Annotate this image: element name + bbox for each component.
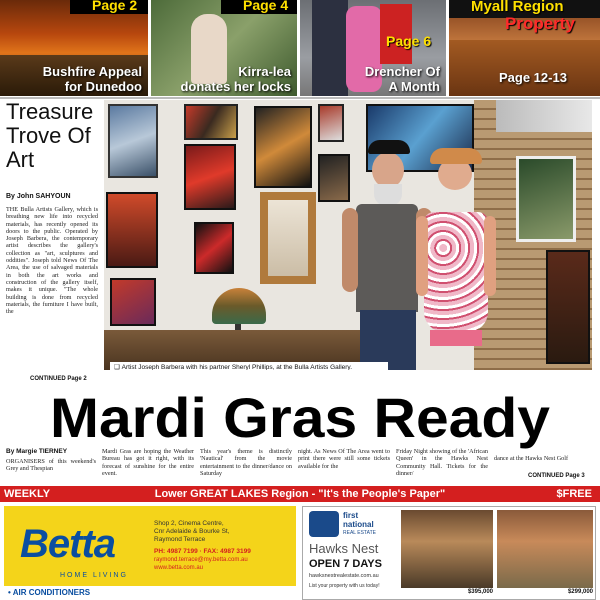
fn-tagline: List your property with us today! xyxy=(309,583,380,589)
betta-address: Shop 2, Cinema Centre, Cnr Adelaide & Bourke St, Raymond Terrace xyxy=(154,520,230,543)
promo-page: Page 12-13 xyxy=(499,70,567,85)
promo-drencher[interactable] xyxy=(300,0,446,96)
promo-image xyxy=(312,0,348,96)
story-photo xyxy=(104,100,592,370)
fn-logo-bottom: national xyxy=(343,520,374,529)
promo-caption: Kirra-lea donates her locks xyxy=(180,64,291,94)
person-jeans xyxy=(360,310,416,370)
headline-byline: By Margie TIERNEY xyxy=(6,448,68,455)
promo-property[interactable] xyxy=(449,0,600,96)
promo-subtitle: Property xyxy=(505,14,575,33)
story-continued[interactable]: CONTINUED Page 2 xyxy=(30,376,87,382)
hat xyxy=(430,148,482,164)
painting xyxy=(106,192,158,268)
painting xyxy=(108,104,158,178)
painting xyxy=(546,250,590,364)
story-byline: By John SAHYOUN xyxy=(6,193,71,200)
painting xyxy=(194,222,234,274)
caption-marker-icon: ❑ xyxy=(114,364,122,370)
promo-image xyxy=(449,40,600,96)
promo-kirra-lea[interactable] xyxy=(151,0,297,96)
ad-betta[interactable] xyxy=(4,506,296,600)
promo-bushfire[interactable] xyxy=(0,0,148,96)
fn-logo-top: first xyxy=(343,511,359,520)
listing-photo[interactable] xyxy=(401,510,493,588)
fn-town: Hawks Nest xyxy=(309,541,379,556)
fn-site[interactable]: hawksnestrealestate.com.au xyxy=(309,573,379,579)
painting xyxy=(184,144,236,210)
promo-page: Page 2 xyxy=(92,0,138,13)
banner-weekly: WEEKLY xyxy=(4,488,51,500)
headline-col-3: This year's theme is distinctly 'Nautical' from the movie entertainment to the dinner/dance on Saturday xyxy=(200,448,292,477)
promo-title: Myall Region xyxy=(471,0,564,15)
first-national-icon xyxy=(309,511,339,537)
banner-price: $FREE xyxy=(556,488,592,500)
headline-col-4: night. As News Of The Area went to print there were still some tickets available for the xyxy=(298,448,390,470)
person-dress xyxy=(424,212,488,332)
photo-caption: ❑ Artist Joseph Barbera with his partner Sheryl Phillips, at the Bulla Artists Gallery. xyxy=(114,364,353,370)
headline-col-6: dance at the Hawks Nest Golf xyxy=(494,455,569,462)
painting xyxy=(254,106,312,188)
headline-col-2: Mardi Gras are hoping the Weather Bureau has got it right, with its forecast of sunshine for the entire event. xyxy=(102,448,194,477)
promo-page: Page 4 xyxy=(243,0,289,13)
fn-open: OPEN 7 DAYS xyxy=(309,558,382,570)
headline-col-5: Friday Night showing of the 'African Queen' in the Hawks Nest Community Hall. Tickets for the dinner/ xyxy=(396,448,488,477)
promo-caption: Drencher Of A Month xyxy=(364,64,440,94)
betta-bottom: • AIR CONDITIONERS xyxy=(8,588,91,597)
fn-logo-sub: REAL ESTATE xyxy=(343,530,376,536)
listing-price: $299,000 xyxy=(567,589,593,595)
ad-first-national[interactable] xyxy=(302,506,596,600)
headline-mardi-gras[interactable]: Mardi Gras Ready xyxy=(49,386,550,449)
betta-phone: PH: 4987 7199 · FAX: 4987 3199 xyxy=(154,548,251,555)
headline-col-1: ORGANISERS of this weekend's Grey and Thespian xyxy=(6,458,96,473)
person-head xyxy=(372,152,404,188)
painting xyxy=(110,278,156,326)
betta-sub: HOME LIVING xyxy=(60,572,128,579)
painting xyxy=(318,104,344,142)
promo-caption: Bushfire Appeal for Dunedoo xyxy=(42,64,142,94)
painting xyxy=(496,100,592,132)
listing-price: $395,000 xyxy=(467,589,493,595)
betta-email[interactable]: raymond.terrace@my.betta.com.au xyxy=(154,557,248,563)
story-title[interactable]: Treasure Trove Of Art xyxy=(6,99,94,172)
painting xyxy=(184,104,238,140)
painting xyxy=(318,154,350,202)
betta-web[interactable]: www.betta.com.au xyxy=(154,565,204,571)
headline-continued[interactable]: CONTINUED Page 3 xyxy=(528,473,585,479)
person-shirt xyxy=(356,204,418,312)
tiffany-lamp xyxy=(212,288,266,324)
promo-page: Page 6 xyxy=(386,33,432,49)
betta-logo: Betta xyxy=(20,522,116,566)
mirror-frame xyxy=(260,192,316,284)
hat xyxy=(368,140,410,154)
painting xyxy=(516,156,576,242)
banner-tagline: Lower GREAT LAKES Region - "It's the People's Paper" xyxy=(154,488,446,500)
story-body: THE Bulla Artists Gallery, which is breathing new life into recycled materials, has recently opened its doors to the public. Operated by Joseph Barbera, the contemporary artist describes the gallery's collection as "art, sculptures and oddities". Joseph told News Of The Area, the use of salvaged materials in both the art works and construction of the gallery itself, makes it unique. "The whole building is done from recycled materials, the furniture I have built, the xyxy=(6,206,98,316)
listing-photo[interactable] xyxy=(497,510,593,588)
region-banner xyxy=(0,486,600,502)
